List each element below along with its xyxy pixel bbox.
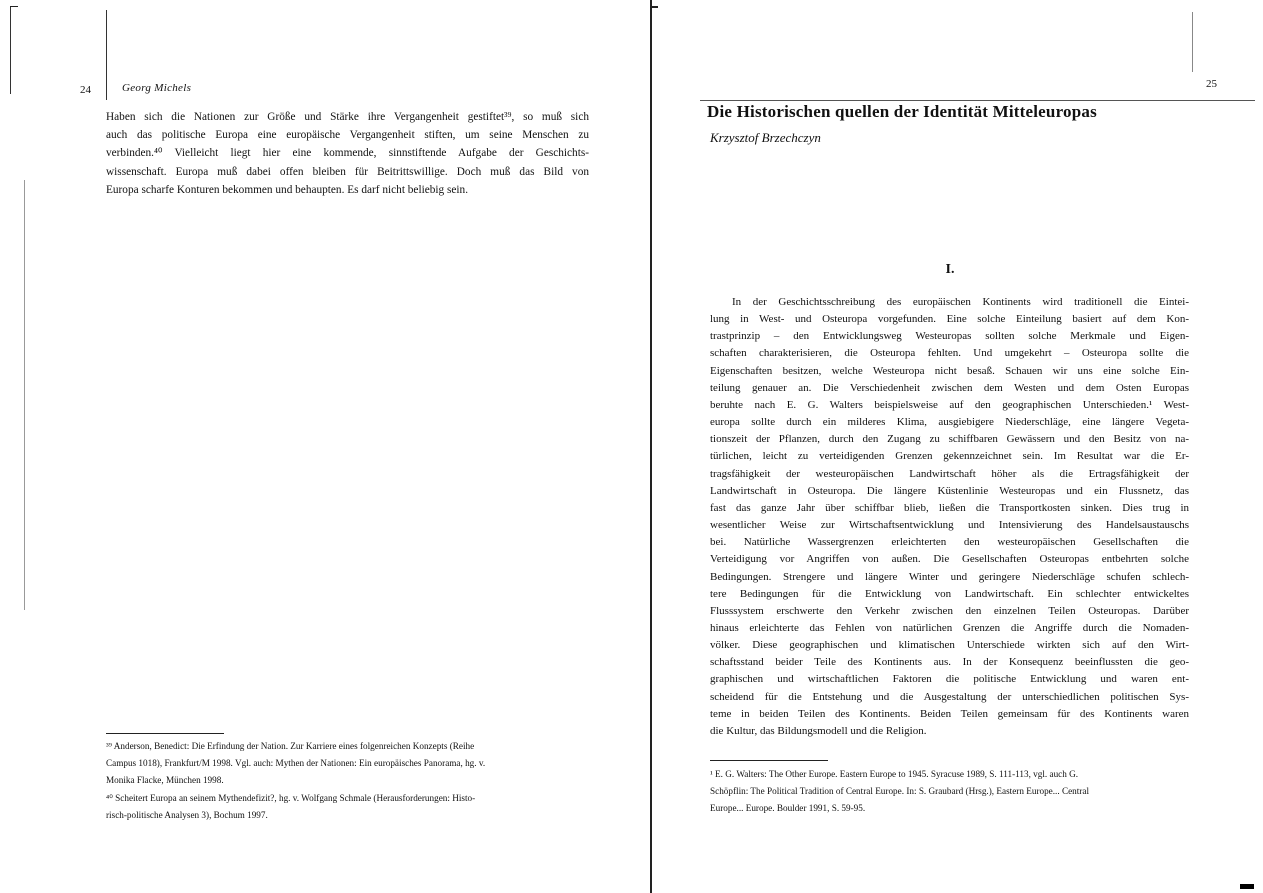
- gutter-top-mark: [650, 6, 658, 8]
- right-body-paragraph: [710, 294, 1189, 740]
- footnote-39: [106, 738, 589, 790]
- right-page-number: 25: [1206, 78, 1217, 90]
- left-running-head: Georg Michels: [122, 82, 192, 94]
- body-line: teilung genauer an. Die Verschiedenheit zwischen dem Westen und dem Osten Europas: [710, 381, 1189, 394]
- body-line: schaften charakterisieren, die Osteuropa fehlten. Und umgekehrt – Osteuropa sollte die: [710, 347, 1189, 360]
- body-line: tere Bedingungen für die Entwicklung von Landwirtschaft. Ein schlechter entwickeltes: [710, 587, 1189, 600]
- body-line: europa sollte durch ein milderes Klima, ausgiebigere Niederschläge, eine längere Vegeta-: [710, 416, 1189, 429]
- right-edge-marks: [1192, 12, 1193, 72]
- body-line: Verteidigung vor Angriffen von außen. Die Gesellschaften Osteuropas entbehrten solche: [710, 553, 1189, 566]
- body-line: bei. Natürliche Wassergrenzen erleichterten den westeuropäischen Gesellschaften die: [710, 536, 1189, 549]
- body-line: völker. Diese geographischen und klimatischen Unterschiede wirkten sich auf den Wirt-: [710, 639, 1189, 652]
- footnote-line: ¹ E. G. Walters: The Other Europe. Eastern Europe to 1945. Syracuse 1989, S. 111-113, vgl. auch G.: [710, 769, 1079, 779]
- left-footnotes: [106, 738, 589, 824]
- footnote-line: Europe... Europe. Boulder 1991, S. 59-95.: [710, 803, 866, 814]
- body-line: Eigenschaften besitzen, welche Westeuropa nicht besaß. Schauen wir uns eine solche Ein-: [710, 364, 1189, 377]
- section-heading: I.: [945, 262, 955, 277]
- body-line: Flusssystem erschwerte den Verkehr zwischen den einzelnen Teilen Osteuropas. Darüber: [710, 604, 1189, 617]
- footnote-40: [106, 790, 589, 824]
- article-author: Krzysztof Brzechczyn: [710, 130, 821, 145]
- footnote-line: risch-politische Analysen 3), Bochum 1997.: [106, 809, 268, 820]
- footnote-line: Monika Flacke, München 1998.: [106, 775, 224, 786]
- left-body-paragraph: [106, 108, 589, 199]
- right-bottom-mark: [1240, 884, 1254, 889]
- body-line: auch das politische Europa eine europäische Vergangenheit stiften, um seine Menschen zu: [106, 129, 589, 142]
- left-edge-line-lower: [24, 180, 25, 610]
- running-head-divider: [106, 10, 107, 100]
- body-line: die Kultur, das Bildungsmodell und die Religion.: [710, 724, 927, 737]
- article-title: Die Historischen quellen der Identität Mitteleuropas: [707, 102, 1097, 121]
- left-corner-mark: [10, 6, 18, 7]
- body-line: hinaus erleichterte das Fehlen von natürlichen Grenzen die Angriffe durch die Nomaden-: [710, 621, 1189, 634]
- body-line: wesentlicher Weise zur Wirtschaftsentwicklung und Intensivierung des Handelsaustauschs: [710, 519, 1189, 532]
- footnote-line: Schöpflin: The Political Tradition of Central Europe. In: S. Graubard (Hrsg.), Eastern Europe... Central: [710, 786, 1089, 797]
- book-gutter: [650, 0, 652, 893]
- body-line: Haben sich die Nationen zur Größe und Stärke ihre Vergangenheit gestiftet³⁹, so muß sich: [106, 111, 589, 123]
- left-edge-line: [10, 6, 11, 94]
- footnote-line: ³⁹ Anderson, Benedict: Die Erfindung der Nation. Zur Karriere eines folgenreichen Konzepts (Reihe: [106, 741, 475, 751]
- left-footnote-rule: [106, 733, 224, 734]
- body-line: graphischen und wirtschaftlichen Faktoren die politische Entwicklung und waren ent-: [710, 673, 1189, 686]
- body-line: Europa scharfe Konturen bekommen und behaupten. Es darf nicht beliebig sein.: [106, 183, 469, 196]
- body-line: beruhte nach E. G. Walters beispielsweise auf den geographischen Unterschieden.¹ West-: [710, 398, 1189, 411]
- body-line: türlichen, leicht zu verteidigenden Grenzen gekennzeichnet sein. Im Resultat war die Er-: [710, 450, 1189, 463]
- body-line: wissenschaft. Europa muß dabei offen bleiben für Beitrittswillige. Doch muß das Bild von: [106, 165, 589, 178]
- body-line: tionszeit der Pflanzen, durch den Zugang zu schiffbaren Gewässern und den Besitz von na-: [710, 433, 1189, 446]
- body-line: lung in West- und Osteuropa vorgefunden. Eine solche Einteilung basiert auf dem Kon-: [710, 313, 1189, 326]
- body-line: Landwirtschaft in Osteuropa. Die längere Küstenlinie Westeuropas und ein Flussnetz, das: [710, 484, 1189, 497]
- body-line: teme in beiden Teilen des Kontinents. Beiden Teilen gemeinsam für des Kontinents waren: [710, 707, 1189, 720]
- left-page-number: 24: [80, 84, 91, 96]
- footnote-line: ⁴⁰ Scheitert Europa an seinem Mythendefizit?, hg. v. Wolfgang Schmale (Herausforderungen: Histo-: [106, 792, 476, 803]
- right-header-rule: [700, 100, 1255, 101]
- body-line: Bedingungen. Strengere und längere Winter und geringere Niederschläge schufen schlech-: [710, 570, 1189, 583]
- right-footnote-rule: [710, 760, 828, 761]
- body-line: In der Geschichtsschreibung des europäischen Kontinents wird traditionell die Eintei-: [732, 296, 1189, 308]
- footnote-1: [710, 766, 1189, 818]
- body-line: trastprinzip – den Entwicklungsweg Westeuropas sollten solche Merkmale und Eigen-: [710, 330, 1189, 343]
- body-line: tragsfähigkeit der westeuropäischen Landwirtschaft höher als die Ertragsfähigkeit der: [710, 467, 1189, 480]
- body-line: verbinden.⁴⁰ Vielleicht liegt hier eine kommende, sinnstiftende Aufgabe der Geschichts-: [106, 147, 589, 160]
- footnote-line: Campus 1018), Frankfurt/M 1998. Vgl. auch: Mythen der Nationen: Ein europäisches Panorama, hg. v.: [106, 758, 486, 769]
- body-line: fast das ganze Jahr über schiffbar blieb, ließen die Transportkosten sinken. Dies trug in: [710, 501, 1189, 514]
- right-footnotes: [710, 766, 1189, 818]
- body-line: scheidend für die Entstehung und die Ausgestaltung der unterschiedlichen politischen Sys-: [710, 690, 1189, 703]
- body-line: schaftsstand beider Teile des Kontinents aus. In der Konsequenz beeinflussten die geo-: [710, 656, 1189, 669]
